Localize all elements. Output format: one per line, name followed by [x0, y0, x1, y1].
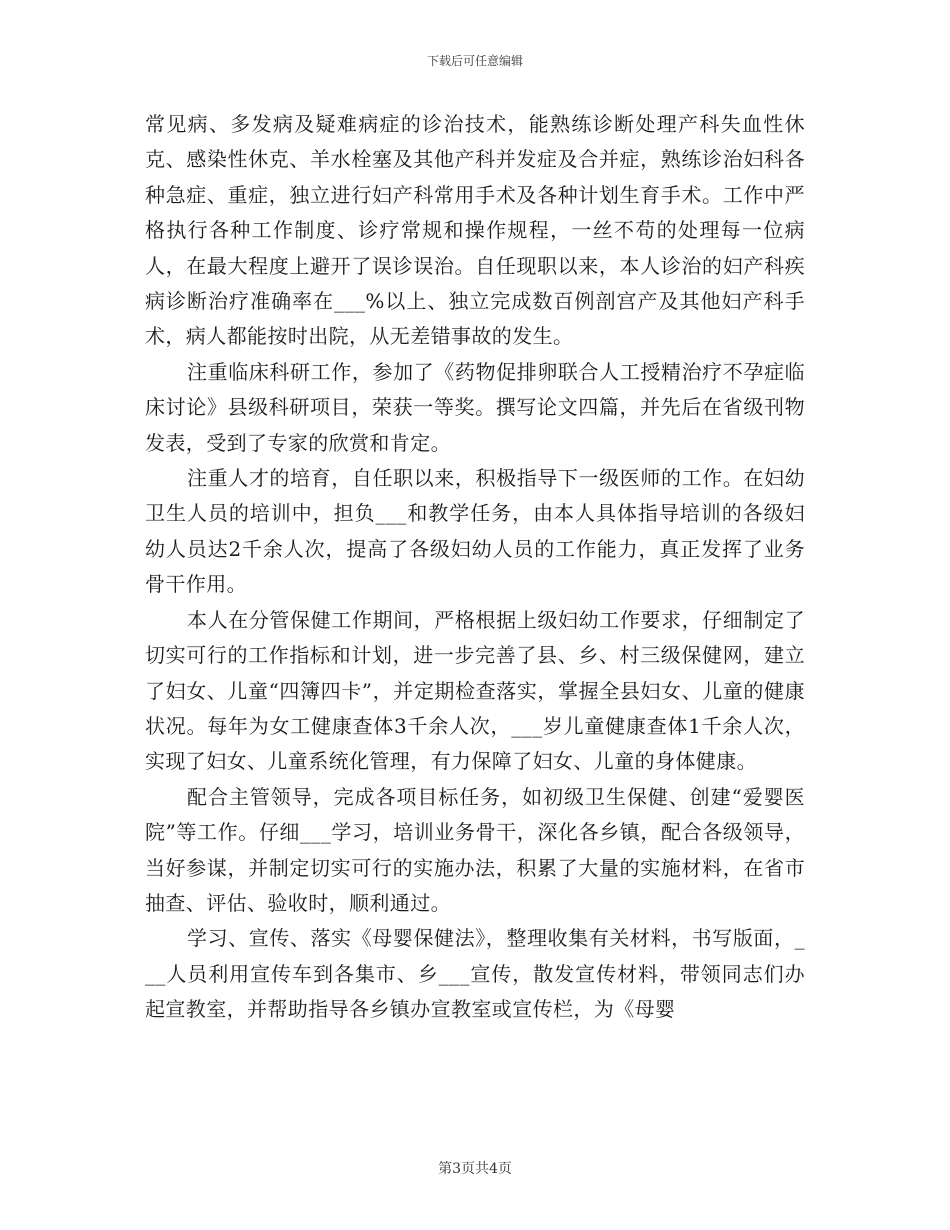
- page-header: 下载后可任意编辑: [426, 54, 523, 68]
- paragraph: 本人在分管保健工作期间，严格根据上级妇幼工作要求，仔细制定了切实可行的工作指标和计划，进一步完善了县、乡、村三级保健网，建立了妇女、儿童“四簿四卡”，并定期检查落实，掌握全县妇女、儿童的健康状况。每年为女工健康查体3千余人次，___岁儿童健康查体1千余人次，实现了妇女、儿童系统化管理，有力保障了妇女、儿童的身体健康。: [145, 607, 805, 774]
- paragraph: 学习、宣传、落实《母婴保健法》，整理收集有关材料，书写版面，___人员利用宣传车到各集市、乡___宣传，散发宣传材料，带领同志们办起宣教室，并帮助指导各乡镇办宣教室或宣传栏，为《母婴: [145, 926, 805, 1022]
- page-footer: 第3页共4页: [438, 1161, 512, 1177]
- paragraph: 常见病、多发病及疑难病症的诊治技术，能熟练诊断处理产科失血性休克、感染性休克、羊水栓塞及其他产科并发症及合并症，熟练诊治妇科各种急症、重症，独立进行妇产科常用手术及各种计划生育手术。工作中严格执行各种工作制度、诊疗常规和操作规程，一丝不苟的处理每一位病人，在最大程度上避开了误诊误治。自任现职以来，本人诊治的妇产科疾病诊断治疗准确率在___%以上、独立完成数百例剖宫产及其他妇产科手术，病人都能按时出院，从无差错事故的发生。: [145, 112, 805, 349]
- paragraph: 配合主管领导，完成各项目标任务，如初级卫生保健、创建“爱婴医院”等工作。仔细___学习，培训业务骨干，深化各乡镇，配合各级领导，当好参谋，并制定切实可行的实施办法，积累了大量的实施材料，在省市抽查、评估、验收时，顺利通过。: [145, 784, 805, 915]
- paragraph: 注重人才的培育，自任职以来，积极指导下一级医师的工作。在妇幼卫生人员的培训中，担负___和教学任务，由本人具体指导培训的各级妇幼人员达2千余人次，提高了各级妇幼人员的工作能力，真正发挥了业务骨干作用。: [145, 466, 805, 597]
- paragraph: 注重临床科研工作，参加了《药物促排卵联合人工授精治疗不孕症临床讨论》县级科研项目，荣获一等奖。撰写论文四篇，并先后在省级刊物发表，受到了专家的欣赏和肯定。: [145, 359, 805, 455]
- document-body: [145, 107, 805, 1028]
